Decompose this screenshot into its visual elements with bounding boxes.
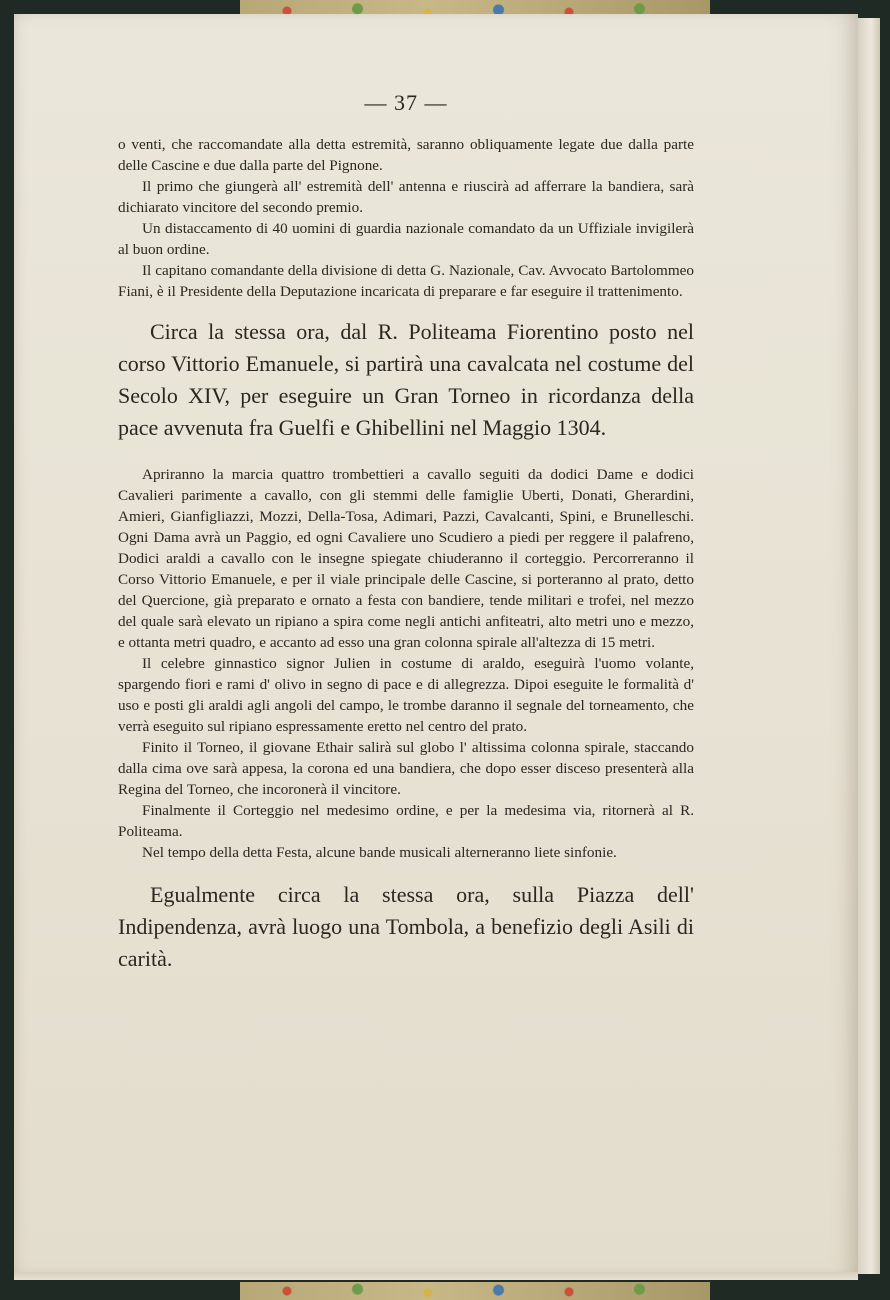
paragraph: Il primo che giungerà all' estremità dell' antenna e riuscirà ad afferrare la bandiera, sarà dichiarato vincitore del secondo premio. — [118, 178, 694, 216]
page-edge — [858, 18, 880, 1274]
paragraph: o venti, che raccomandate alla detta estremità, saranno obliquamente legate due dalla parte delle Cascine e due dalla parte del Pignone. — [118, 136, 694, 174]
paragraph: Finito il Torneo, il giovane Ethair salirà sul globo l' altissima colonna spirale, staccando dalla cima ove sarà appesa, la corona ed una bandiera, che dopo esser disceso presenterà alla Regina del Torneo, che incoronerà il vincitore. — [118, 739, 694, 798]
announcement-heading: Circa la stessa ora, dal R. Politeama Fiorentino posto nel corso Vittorio Emanuele, si partirà una cavalcata nel costume del Secolo XIV, per eseguire un Gran Torneo in ricordanza della pace avvenuta fra Guelfi e Ghibellini nel Maggio 1304. — [118, 319, 694, 440]
page-content — [118, 90, 694, 975]
paragraph: Apriranno la marcia quattro trombettieri a cavallo seguiti da dodici Dame e dodici Cavalieri parimente a cavallo, con gli stemmi delle famiglie Uberti, Donati, Gherardini, Amieri, Gianfigliazzi, Mozzi, Della-Tosa, Adimari, Pazzi, Cavalcanti, Spini, e Brunelleschi. Ogni Dama avrà un Paggio, ed ogni Cavaliere uno Scudiero a piedi per reggere il palafreno, Dodici araldi a cavallo con le insegne spiegate chiuderanno il corteggio. Percorreranno il Corso Vittorio Emanuele, e per il viale principale delle Cascine, si porteranno al prato, detto del Quercione, già preparato e ornato a festa con bandiere, tende militari e trofei, nel mezzo del quale sarà elevato un ripiano a spira come negli antichi anfiteatri, alto metri uno e mezzo, e ottanta metri quadro, e accanto ad esso una gran colonna spirale all'altezza di 15 metri. — [118, 466, 694, 651]
announcement-heading: Egualmente circa la stessa ora, sulla Piazza dell' Indipendenza, avrà luogo una Tombola, a benefizio degli Asili di carità. — [118, 882, 694, 971]
intro-section — [118, 134, 694, 302]
page-number: — 37 — — [364, 90, 448, 115]
paragraph: Un distaccamento di 40 uomini di guardia nazionale comandato da un Uffiziale invigilerà al buon ordine. — [118, 220, 694, 258]
paragraph: Il capitano comandante della divisione di detta G. Nazionale, Cav. Avvocato Bartolommeo Fiani, è il Presidente della Deputazione incaricata di preparare e far eseguire il trattenimento. — [118, 262, 694, 300]
tombola-announcement — [118, 879, 694, 975]
tournament-announcement — [118, 316, 694, 444]
tournament-section — [118, 464, 694, 863]
page-bottom-edge — [14, 1272, 858, 1280]
paragraph: Nel tempo della detta Festa, alcune bande musicali alterneranno liete sinfonie. — [142, 844, 617, 861]
marbled-endpaper-bottom — [240, 1282, 710, 1300]
paragraph: Finalmente il Corteggio nel medesimo ordine, e per la medesima via, ritornerà al R. Politeama. — [118, 802, 694, 840]
paragraph: Il celebre ginnastico signor Julien in costume di araldo, eseguirà l'uomo volante, spargendo fiori e rami d' olivo in segno di pace e di allegrezza. Dipoi eseguite le formalità d' uso e posti gli araldi agli angoli del campo, le trombe daranno il segnale del torneamento, che verrà eseguito sul ripiano espressamente eretto nel centro del prato. — [118, 655, 694, 735]
